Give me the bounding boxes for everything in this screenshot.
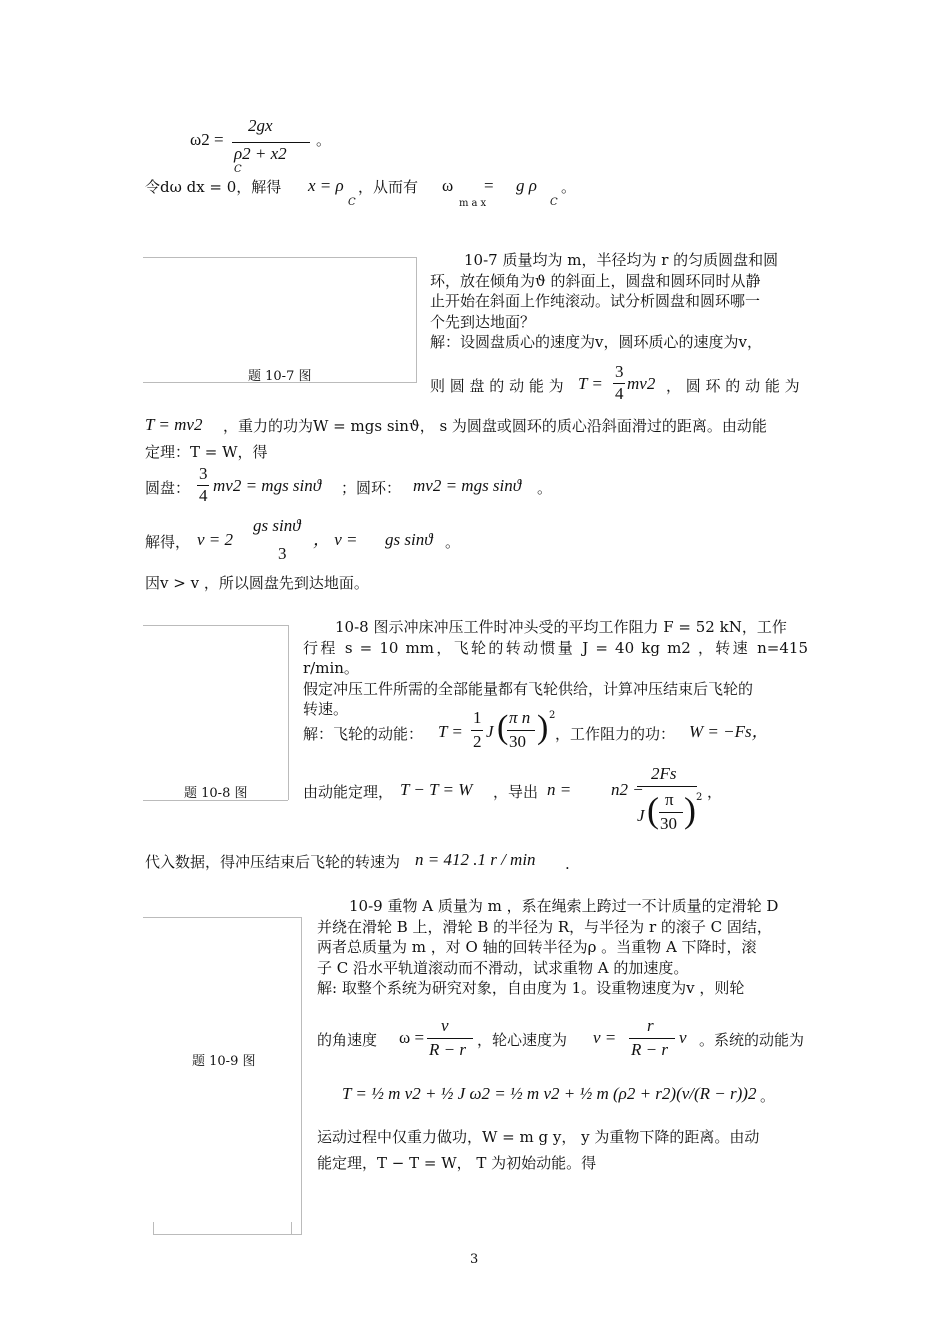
p109-motion-text: [317, 1124, 809, 1176]
p109-motion-line-2: 能定理，T − T = W， T 为初始动能。得: [317, 1154, 597, 1172]
problem-10-8-text: [303, 617, 808, 720]
disk-ring-end: 。: [537, 479, 553, 497]
p108-J: J: [486, 722, 494, 741]
p108-result-prefix: 代入数据，得冲压结束后飞轮的转速为: [145, 853, 401, 871]
fraction-bar: [471, 730, 483, 731]
p109-vA-2: v: [679, 1028, 687, 1047]
p108-right-paren-2: ): [684, 790, 696, 830]
p108-half-num: 1: [473, 708, 482, 727]
p109-ke-end: 。: [760, 1087, 776, 1105]
problem-10-7-text: [430, 250, 808, 353]
let-line: [145, 177, 665, 209]
p108-2Fs: 2Fs: [651, 764, 677, 783]
p107-solution-line-1: 解：设圆盘质心的速度为v，圆环质心的速度为v，: [430, 333, 762, 351]
p107-sol2-a: 则 圆 盘 的 动 能 为: [430, 377, 564, 395]
ring-label: ；圆环：: [341, 479, 402, 497]
p107-solve-line: [145, 516, 485, 566]
figure-10-8-top-rule: [143, 625, 288, 626]
p109-motion-line-1: 运动过程中仅重力做功，W = m g y， y 为重物下降的距离。由动: [317, 1128, 760, 1146]
fraction-bar: [507, 730, 535, 731]
p107-conclusion: 因v > v ，所以圆盘先到达地面。: [145, 574, 369, 592]
v1-denominator: 3: [278, 544, 287, 563]
p108-line-4: 转速。: [303, 700, 349, 718]
p107-line-1: 10-7 质量均为 m，半径均为 r 的匀质圆盘和圆: [464, 251, 779, 269]
p108-left-paren-2: (: [647, 790, 659, 830]
p108-left-paren: (: [497, 709, 509, 746]
p108-kinetic-energy-line: [303, 706, 803, 758]
p108-n1-sq: n2 −: [611, 780, 644, 799]
p107-solution-line-2: [430, 362, 810, 408]
p108-thirty: 30: [509, 732, 526, 751]
p107-line-3: 止开始在斜面上作纯滚动。试分析圆盘和圆环哪一: [430, 292, 761, 310]
p109-angvel-prefix: 的角速度: [317, 1031, 378, 1049]
omega2-numerator: 2gx: [248, 116, 273, 135]
solve-label: 解得，: [145, 533, 191, 551]
p108-theorem-prefix: 由动能定理，: [303, 783, 394, 801]
figure-10-9-corner-right: [291, 1222, 292, 1234]
x-rho-sub: C: [348, 197, 356, 208]
figure-10-9-right-rule: [301, 917, 302, 1235]
fraction-bar: [659, 812, 683, 813]
p108-T-eq: T =: [438, 722, 463, 741]
omega2-lhs: ω2 =: [190, 130, 224, 149]
omega-max-rhs: g ρ: [516, 176, 537, 195]
p107-sol2-T: T =: [578, 374, 603, 393]
let-line-prefix: 令dω dx = 0，解得: [145, 178, 282, 196]
p108-sol-prefix: 解：飞轮的动能：: [303, 725, 424, 743]
figure-10-7-top-rule: [143, 257, 417, 258]
p109-r: r: [647, 1016, 654, 1035]
disk-equation: mv2 = mgs sinϑ: [213, 476, 322, 495]
omega2-denominator-sub: C: [234, 164, 242, 175]
p109-line-2: 并绕在滑轮 B 上，滑轮 B 的半径为 R，与半径为 r 的滚子 C 固结，: [317, 917, 772, 936]
p108-result-eq: n = 412 .1 r / min: [415, 850, 536, 869]
p108-work-text: ，工作阻力的功：: [555, 725, 676, 743]
p107-sol2-frac-num: 3: [615, 362, 624, 381]
figure-10-8-caption: 题 10-8 图: [184, 786, 248, 801]
p108-square: 2: [549, 710, 556, 721]
p107-line-2: 环，放在倾角为ϑ 的斜面上，圆盘和圆环同时从静: [430, 271, 761, 290]
ring-equation: mv2 = mgs sinϑ: [413, 476, 522, 495]
p109-solution-line-1: 解: 取整个系统为研究对象，自由度为 1。设重物速度为v ，则轮: [317, 979, 745, 997]
x-equals-rho: x = ρ: [308, 176, 344, 195]
p108-line-1: 10-8 图示冲床冲压工件时冲头受的平均工作阻力 F = 52 kN，工作: [335, 618, 787, 636]
figure-10-7-caption: 题 10-7 图: [248, 369, 312, 384]
p108-pi: π: [665, 790, 674, 809]
p109-R-minus-r-2: R − r: [631, 1040, 668, 1059]
fraction-bar: [427, 1038, 473, 1039]
period: 。: [316, 131, 332, 149]
p107-sol2-b: ， 圆 环 的 动 能 为: [666, 377, 800, 395]
p108-line-3: 假定冲压工件所需的全部能量都有飞轮供给，计算冲压结束后飞轮的: [303, 679, 754, 698]
p109-line-4: 子 C 沿水平轨道滚动而不滑动，试求重物 A 的加速度。: [317, 958, 689, 977]
figure-10-9-corner-left: [153, 1222, 154, 1234]
p107-line-4: 个先到达地面？: [430, 312, 536, 331]
p109-vA: v: [441, 1016, 449, 1035]
p108-square-2: 2: [696, 792, 703, 803]
p108-thirty-2: 30: [660, 814, 677, 833]
page-number: 3: [470, 1252, 479, 1267]
p107-line-4: 定理：T = W，得: [145, 443, 268, 461]
p108-line-2: 行程 s = 10 mm，飞轮的转动惯量 J = 40 kg m2 ，转速 n=415 r/min。: [303, 638, 808, 677]
p109-line-1: 10-9 重物 A 质量为 m ，系在绳索上跨过一不计质量的定滑轮 D: [349, 897, 779, 915]
p108-derive-text: ，导出: [493, 783, 539, 801]
fraction-bar: [629, 1038, 675, 1039]
omega2-denominator: ρ2 + x2: [234, 144, 287, 163]
p108-pi-n: π n: [509, 708, 531, 727]
v1-equation: v = 2: [197, 530, 234, 549]
p107-line3-rest: ，重力的功为W = mgs sinϑ， s 为圆盘或圆环的质心沿斜面滑过的距离。由动能: [223, 417, 767, 435]
p108-result-end: .: [565, 855, 570, 873]
p109-line-3: 两者总质量为 m ，对 O 轴的回转半径为ρ 。当重物 A 下降时，滚: [317, 938, 757, 956]
p108-theorem-eq: T − T = W: [400, 780, 473, 799]
p108-J2: J: [637, 806, 645, 825]
omega-max: ω: [442, 176, 454, 195]
p107-disk-ring-line: [145, 464, 565, 510]
figure-10-9-bottom-rule: [153, 1234, 301, 1235]
p109-vO-eq: v =: [593, 1028, 617, 1047]
let-line-mid: ，从而有: [358, 178, 419, 196]
p107-line-3: [145, 415, 815, 437]
omega-max-sub: max: [459, 198, 490, 209]
omega-squared-formula: [190, 116, 350, 176]
p108-half-den: 2: [473, 732, 482, 751]
disk-label: 圆盘：: [145, 479, 191, 497]
p107-sol2-frac-den: 4: [615, 384, 624, 403]
solve-end: 。: [445, 533, 461, 551]
p109-center-text: ，轮心速度为: [477, 1031, 568, 1049]
let-line-end: 。: [561, 178, 577, 196]
p109-angular-velocity-line: [317, 1016, 809, 1064]
omega-max-eq: =: [484, 176, 494, 195]
p108-work-eq: W = −Fs，: [689, 722, 769, 741]
p109-kinetic-energy-line: [342, 1074, 782, 1116]
p109-ke-equation: T = ½ m v2 + ½ J ω2 = ½ m v2 + ½ m (ρ2 + r2)(v/(R − r))2: [342, 1084, 757, 1103]
omega-max-rhs-sub: C: [550, 197, 558, 208]
figure-10-9-top-rule: [143, 917, 301, 918]
problem-10-9-text: [317, 896, 809, 999]
p108-n2-eq: n =: [547, 780, 572, 799]
p108-right-paren: ): [537, 709, 549, 746]
p109-omega-eq: ω =: [399, 1028, 425, 1047]
fraction-bar: [637, 786, 697, 787]
p107-sol2-mv: mv2: [627, 374, 656, 393]
p108-comma: ，: [707, 783, 723, 801]
v1-numerator: gs sinϑ: [253, 516, 301, 535]
p108-result-line: [145, 852, 605, 876]
p107-T-mv2: T = mv2: [145, 415, 203, 434]
fraction-bar: [232, 142, 310, 143]
p108-theorem-line: [303, 764, 723, 850]
figure-10-9-caption: 题 10-9 图: [192, 1054, 256, 1069]
disk-frac-num: 3: [199, 464, 208, 483]
p109-R-minus-r: R − r: [429, 1040, 466, 1059]
v2-rhs: gs sinϑ: [385, 530, 433, 549]
figure-10-8-right-rule: [288, 625, 289, 800]
v2-equation: ， v =: [313, 530, 358, 549]
disk-frac-den: 4: [199, 486, 208, 505]
p109-ke-text: 。系统的动能为: [699, 1031, 805, 1049]
